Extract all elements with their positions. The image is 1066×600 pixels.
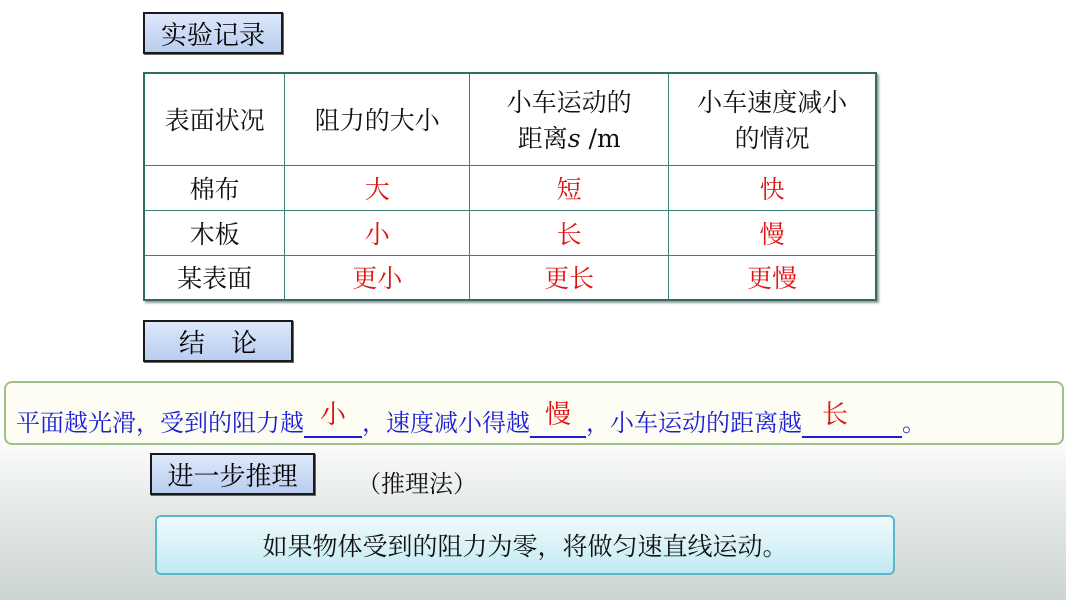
blank-distance — [802, 400, 902, 438]
blank-resistance — [304, 400, 362, 438]
inference-box — [155, 515, 895, 575]
conclusion-part1: 平面越光滑，受到的阻力越 — [16, 409, 304, 437]
cell-speed: 快 — [669, 165, 876, 210]
conclusion-sentence — [4, 381, 1064, 445]
header-distance-line1: 小车运动的 — [506, 88, 632, 118]
conclusion-label: 结 论 — [143, 320, 293, 362]
cell-surface: 某表面 — [144, 255, 285, 300]
cell-resistance: 大 — [285, 165, 470, 210]
table-row — [144, 165, 876, 210]
cell-speed: 更慢 — [669, 255, 876, 300]
header-resistance: 阻力的大小 — [285, 73, 470, 165]
cell-surface: 棉布 — [144, 165, 285, 210]
cell-distance: 长 — [470, 210, 669, 255]
header-distance-line2: 距离s /m — [517, 124, 621, 154]
conclusion-part3: ，小车运动的距离越 — [586, 409, 802, 437]
conclusion-part2: ，速度减小得越 — [362, 409, 530, 437]
blank-resistance-answer: 小 — [319, 400, 346, 430]
header-distance — [470, 73, 669, 165]
blank-speed-answer: 慢 — [544, 400, 571, 430]
cell-distance: 短 — [470, 165, 669, 210]
cell-speed: 慢 — [669, 210, 876, 255]
conclusion-part4: 。 — [902, 409, 926, 437]
blank-distance-answer: 长 — [822, 400, 849, 430]
table-header-row — [144, 73, 876, 165]
inference-text: 如果物体受到的阻力为零，将做匀速直线运动。 — [262, 532, 788, 561]
experiment-record-label: 实验记录 — [143, 12, 283, 54]
reasoning-method: （推理法） — [357, 470, 477, 498]
blank-speed — [530, 400, 586, 438]
header-speed-change — [669, 73, 876, 165]
cell-resistance: 小 — [285, 210, 470, 255]
further-reasoning-label: 进一步推理 — [150, 453, 315, 495]
experiment-table — [143, 72, 877, 301]
header-speed-line2: 的情况 — [734, 124, 810, 154]
table-row — [144, 255, 876, 300]
cell-distance: 更长 — [470, 255, 669, 300]
header-surface: 表面状况 — [144, 73, 285, 165]
cell-surface: 木板 — [144, 210, 285, 255]
header-speed-line1: 小车速度减小 — [697, 88, 848, 118]
cell-resistance: 更小 — [285, 255, 470, 300]
table-row — [144, 210, 876, 255]
